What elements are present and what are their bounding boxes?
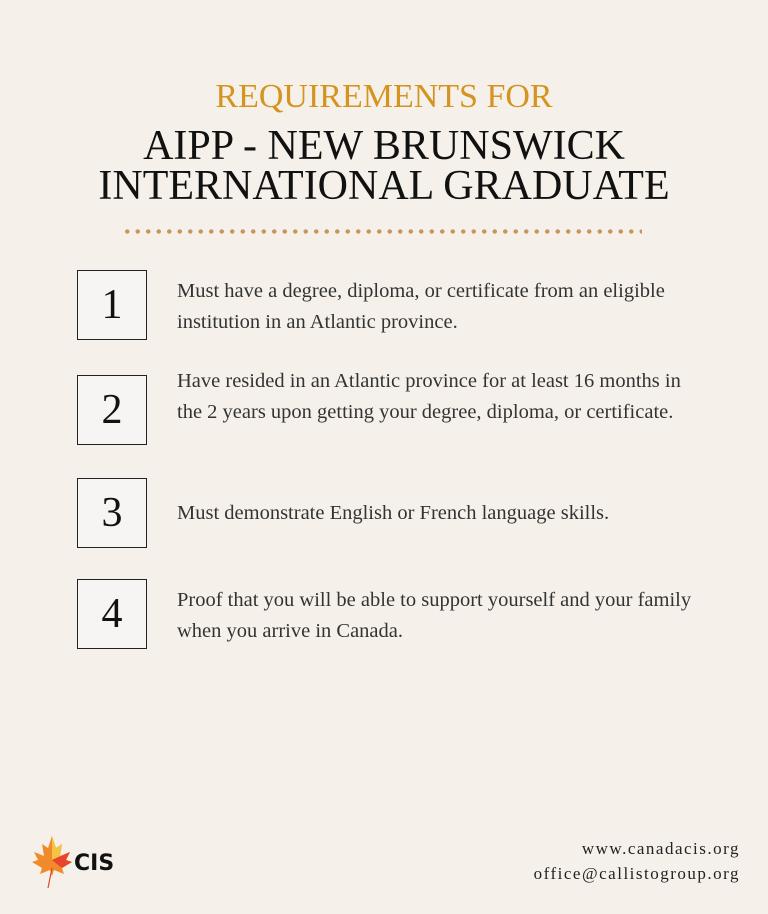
contact-info — [534, 836, 740, 886]
number-box: 2 — [77, 375, 147, 445]
dotted-divider — [122, 229, 642, 234]
requirement-text: Proof that you will be able to support yourself and your family when you arrive in Canada. — [177, 589, 692, 642]
requirement-text: Must demonstrate English or French language skills. — [177, 502, 610, 524]
svg-text:CIS: CIS — [74, 851, 115, 876]
title-line-1: AIPP - NEW BRUNSWICK — [143, 123, 625, 169]
maple-leaf-icon — [28, 830, 118, 890]
website-link[interactable]: www.canadacis.org — [581, 839, 740, 858]
requirement-text: Must have a degree, diploma, or certificate from an eligible institution in an Atlantic province. — [177, 280, 665, 333]
title-line-2: INTERNATIONAL GRADUATE — [98, 163, 670, 209]
email-link[interactable]: office@callistogroup.org — [533, 864, 740, 883]
number-box: 4 — [77, 579, 147, 649]
cis-logo — [28, 830, 118, 890]
number-box: 1 — [77, 270, 147, 340]
page-title — [0, 123, 768, 209]
requirement-text: Have resided in an Atlantic province for at least 16 months in the 2 years upon getting your degree, diploma, or certificate. — [177, 370, 681, 423]
number-box: 3 — [77, 478, 147, 548]
subtitle: REQUIREMENTS FOR — [215, 78, 553, 115]
